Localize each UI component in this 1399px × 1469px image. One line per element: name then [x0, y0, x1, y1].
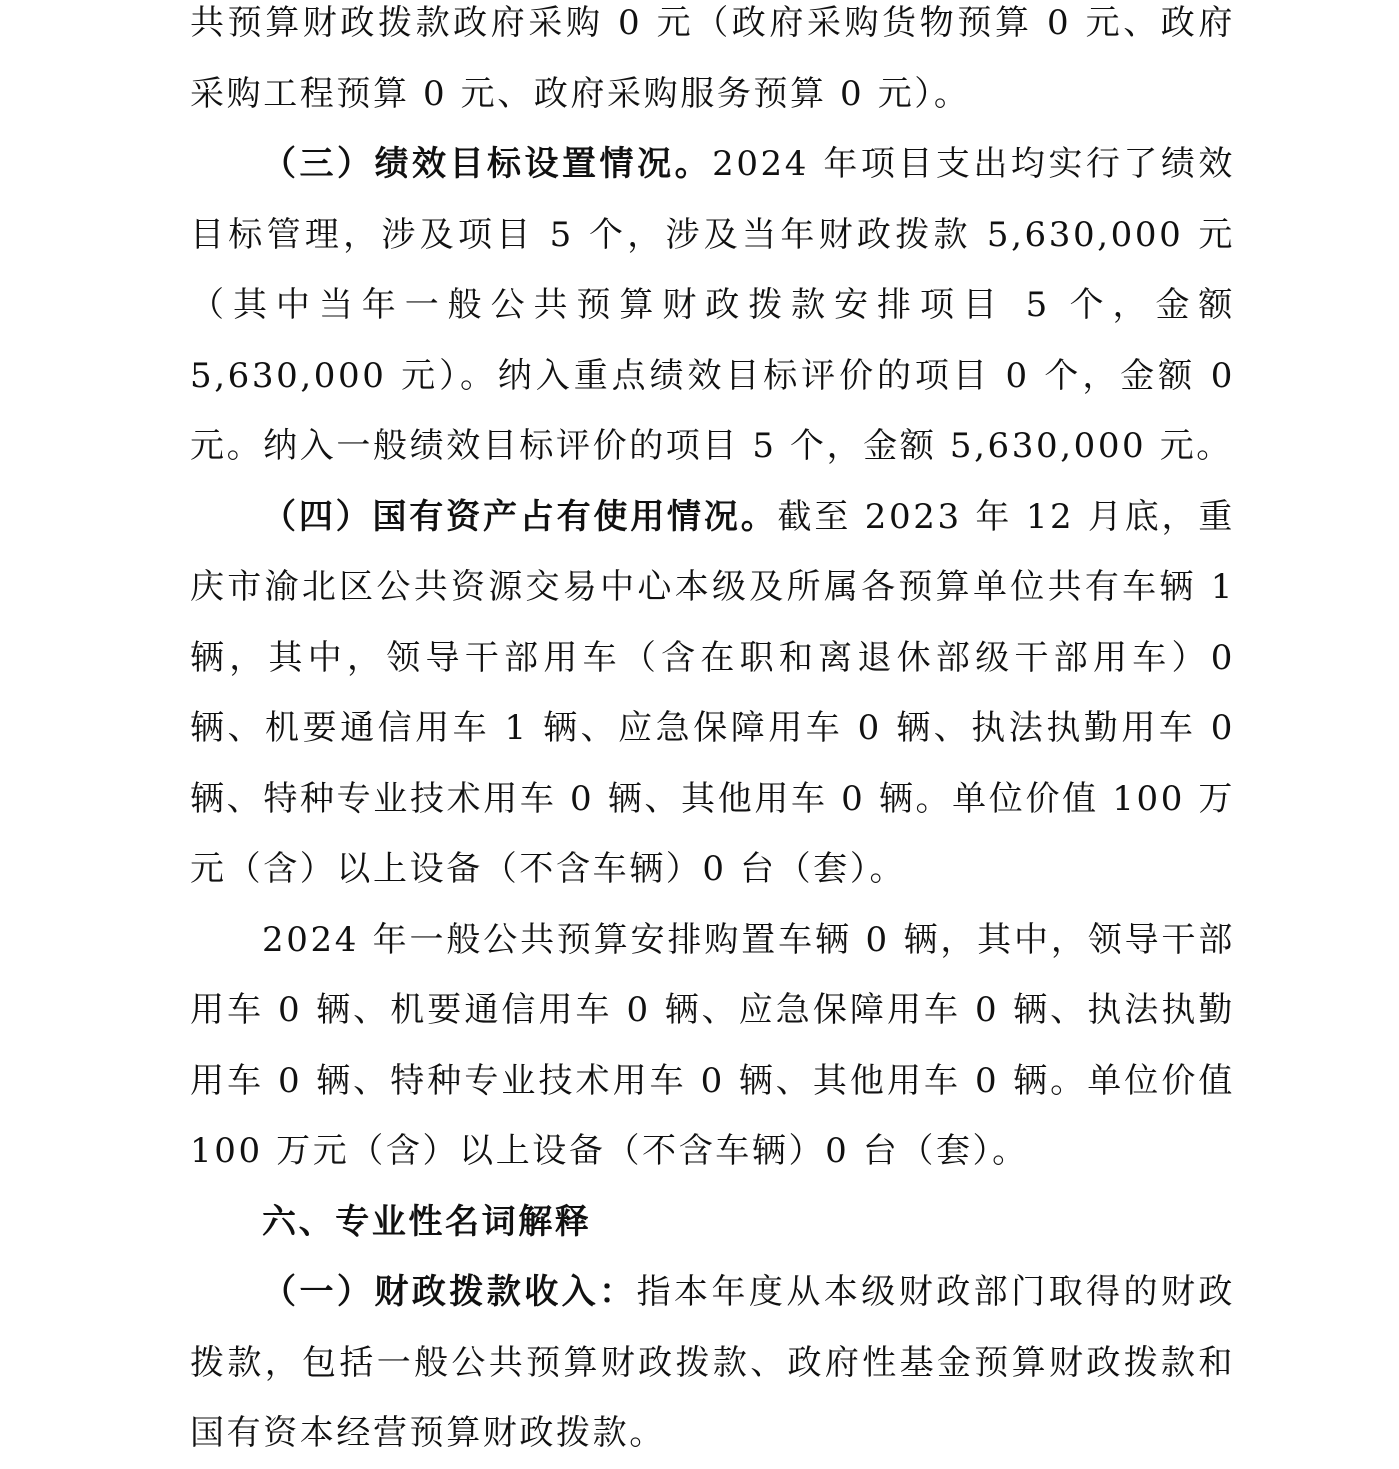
vehicle-purchase-text: 2024 年一般公共预算安排购置车辆 0 辆，其中，领导干部用车 0 辆、机要通信用车 0 辆、应急保障用车 0 辆、执法执勤用车 0 辆、特种专业技术用车 0 辆、其他用车 0 辆。单位价值 100 万元（含）以上设备（不含车辆）0 台（套）。	[190, 919, 1235, 1171]
paragraph-vehicle-purchase	[190, 905, 1235, 1187]
fiscal-revenue-lead: （一）财政拨款收入：	[262, 1272, 637, 1312]
state-assets-lead: （四）国有资产占有使用情况。	[262, 496, 778, 537]
state-assets-text: 截至 2023 年 12 月底，重庆市渝北区公共资源交易中心本级及所属各预算单位共有车辆 1 辆，其中，领导干部用车（含在职和离退休部级干部用车）0 辆、机要通信用车 1 辆、应急保障用车 0 辆、执法执勤用车 0 辆、特种专业技术用车 0 辆、其他用车 0 辆。单位价值 100 万元（含）以上设备（不含车辆）0 台（套）。	[190, 496, 1235, 889]
paragraph-fiscal-revenue	[190, 1257, 1235, 1469]
paragraph-state-assets	[190, 482, 1235, 905]
performance-goals-text: 2024 年项目支出均实行了绩效目标管理，涉及项目 5 个，涉及当年财政拨款 5,630,000 元（其中当年一般公共预算财政拨款安排项目 5 个，金额 5,630,000 元）。纳入重点绩效目标评价的项目 0 个，金额 0 元。纳入一般绩效目标评价的项目 5 个，金额 5,630,000 元。	[190, 144, 1236, 466]
paragraph-performance-goals	[190, 129, 1235, 482]
fiscal-revenue-text: 指本年度从本级财政部门取得的财政拨款，包括一般公共预算财政拨款、政府性基金预算财政拨款和国有资本经营预算财政拨款。	[190, 1272, 1235, 1453]
paragraph-procurement-text: 共预算财政拨款政府采购 0 元（政府采购货物预算 0 元、政府采购工程预算 0 元、政府采购服务预算 0 元）。	[190, 3, 1235, 114]
paragraph-procurement	[190, 0, 1235, 129]
section-heading-terms: 六、专业性名词解释	[262, 1201, 592, 1242]
performance-goals-lead: （三）绩效目标设置情况。	[262, 144, 713, 184]
document-page	[190, 0, 1235, 1469]
